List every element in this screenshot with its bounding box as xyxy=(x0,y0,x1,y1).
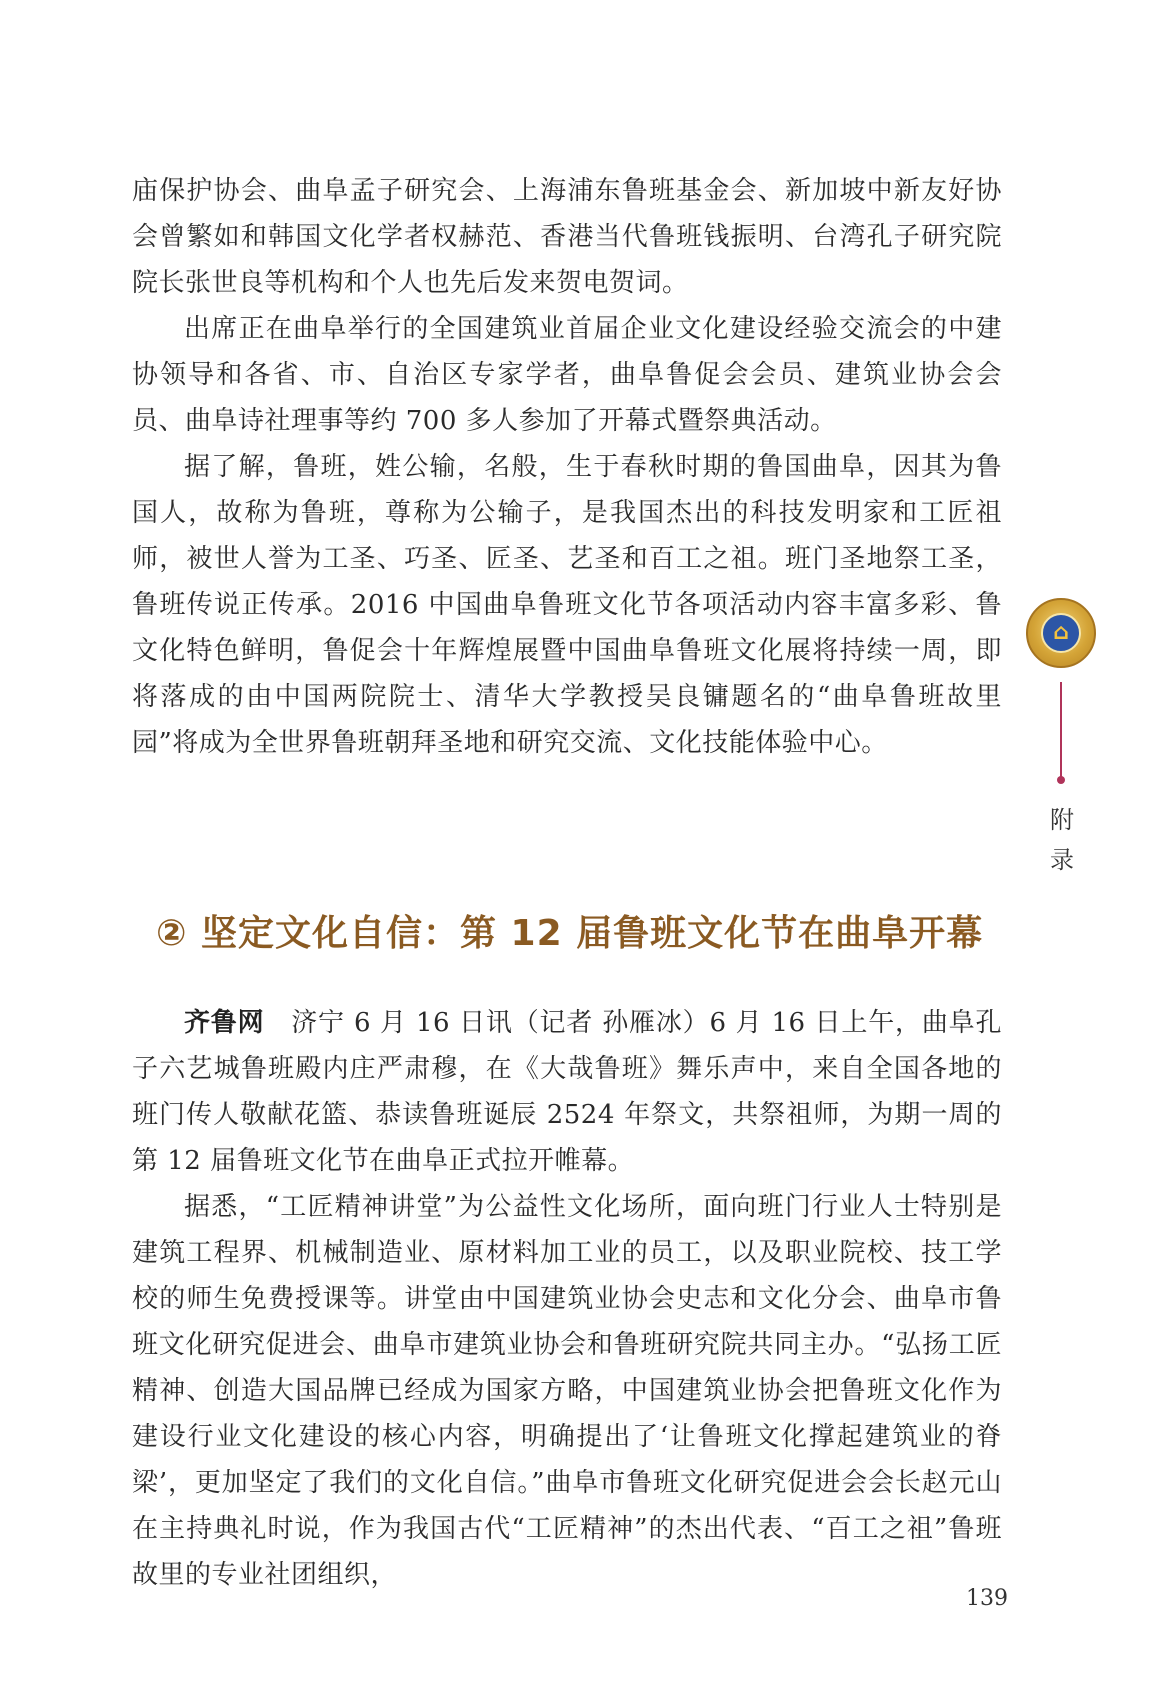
bottom-text-block xyxy=(132,1000,1002,1598)
paragraph-lead xyxy=(132,1000,1002,1184)
side-tab-label-line2: 录 xyxy=(1050,846,1074,874)
source-label: 齐鲁网 xyxy=(184,1008,265,1038)
paragraph-luban-intro: 据了解，鲁班，姓公输，名般，生于春秋时期的鲁国曲阜，因其为鲁国人，故称为鲁班，尊称为公输子，是我国杰出的科技发明家和工匠祖师，被世人誉为工圣、巧圣、匠圣、艺圣和百工之祖。班门圣地祭工圣，鲁班传说正传承。2016 中国曲阜鲁班文化节各项活动内容丰富多彩、鲁文化特色鲜明，鲁促会十年辉煌展暨中国曲阜鲁班文化展将持续一周，即将落成的由中国两院院士、清华大学教授吴良镛题名的“曲阜鲁班故里园”将成为全世界鲁班朝拜圣地和研究交流、文化技能体验中心。 xyxy=(132,452,1002,758)
section-heading: ② 坚定文化自信：第 12 届鲁班文化节在曲阜开幕 xyxy=(156,913,984,954)
luban-emblem-icon xyxy=(1026,598,1096,668)
side-tab-label xyxy=(1047,800,1077,880)
emblem-center: ⌂ xyxy=(1041,613,1081,653)
paragraph-lecture-hall: 据悉，“工匠精神讲堂”为公益性文化场所，面向班门行业人士特别是建筑工程界、机械制造业、原材料加工业的员工，以及职业院校、技工学校的师生免费授课等。讲堂由中国建筑业协会史志和文化分会、曲阜市鲁班文化研究促进会、曲阜市建筑业协会和鲁班研究院共同主办。“弘扬工匠精神、创造大国品牌已经成为国家方略，中国建筑业协会把鲁班文化作为建设行业文化建设的核心内容，明确提出了‘让鲁班文化撑起建筑业的脊梁’，更加坚定了我们的文化自信。”曲阜市鲁班文化研究促进会会长赵元山在主持典礼时说，作为我国古代“工匠精神”的杰出代表、“百工之祖”鲁班故里的专业社团组织， xyxy=(132,1192,1002,1590)
page-number: 139 xyxy=(966,1586,1008,1611)
side-tab-divider xyxy=(1060,682,1062,778)
lead-text: 济宁 6 月 16 日讯（记者 孙雁冰）6 月 16 日上午，曲阜孔子六艺城鲁班殿内庄严肃穆，在《大哉鲁班》舞乐声中，来自全国各地的班门传人敬献花篮、恭读鲁班诞辰 2524 年祭文，共祭祖师，为期一周的第 12 届鲁班文化节在曲阜正式拉开帷幕。 xyxy=(132,1008,1002,1176)
top-text-block xyxy=(132,168,1002,766)
side-tab-label-line1: 附 xyxy=(1050,806,1074,834)
side-tab-dot xyxy=(1057,776,1065,784)
paragraph-attendees: 出席正在曲阜举行的全国建筑业首届企业文化建设经验交流会的中建协领导和各省、市、自治区专家学者，曲阜鲁促会会员、建筑业协会会员、曲阜诗社理事等约 700 多人参加了开幕式暨祭典活动。 xyxy=(132,314,1002,436)
paragraph-continued: 庙保护协会、曲阜孟子研究会、上海浦东鲁班基金会、新加坡中新友好协会曾繁如和韩国文化学者权赫范、香港当代鲁班钱振明、台湾孔子研究院院长张世良等机构和个人也先后发来贺电贺词。 xyxy=(132,176,1002,298)
